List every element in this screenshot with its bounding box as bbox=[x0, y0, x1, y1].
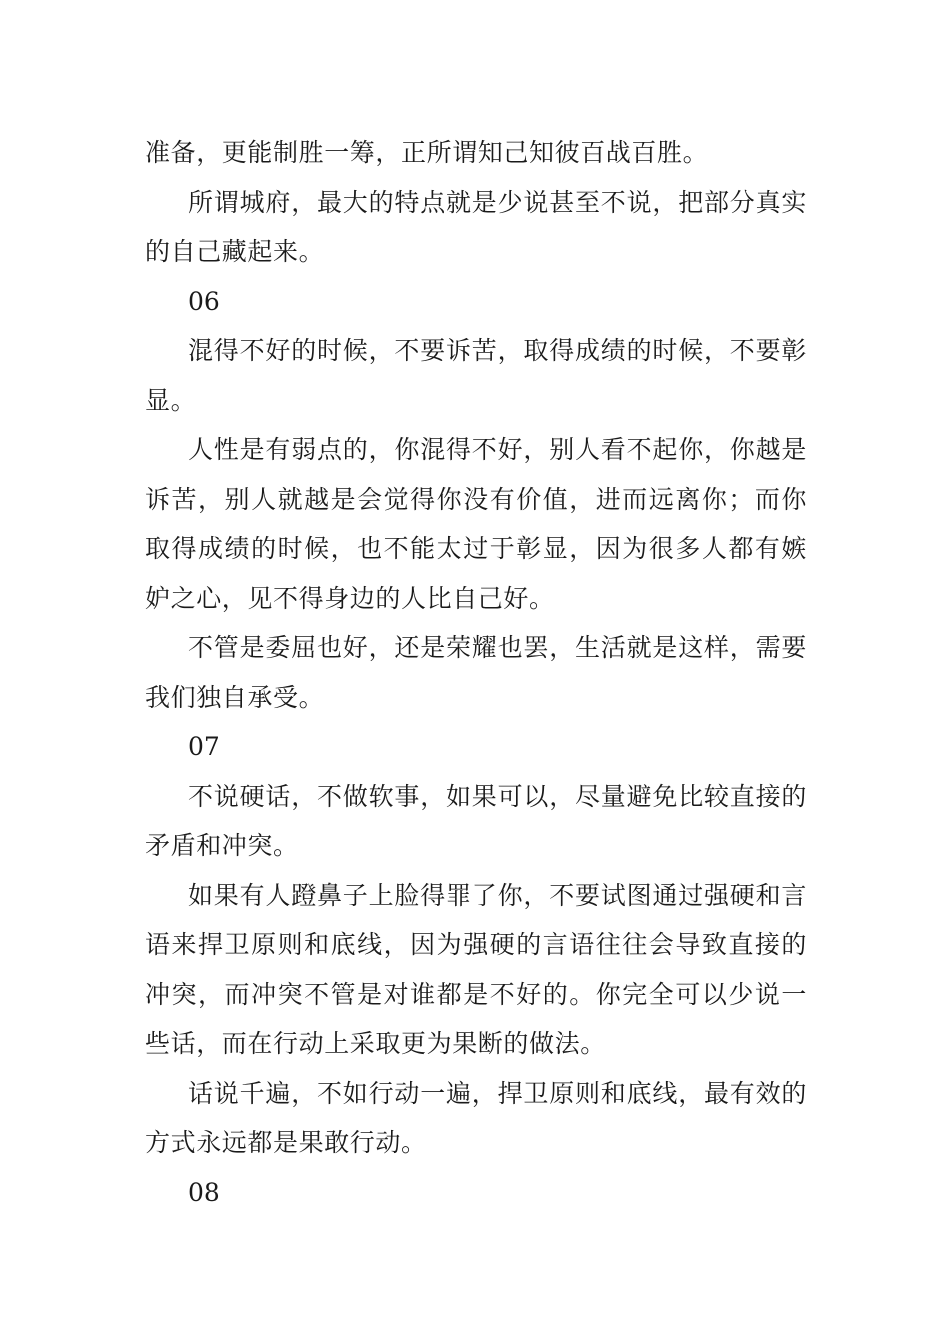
section-number: 08 bbox=[188, 1177, 220, 1207]
paragraph: 混得不好的时候，不要诉苦，取得成绩的时候，不要彰显。 bbox=[145, 336, 807, 415]
paragraph: 不说硬话，不做软事，如果可以，尽量避免比较直接的矛盾和冲突。 bbox=[145, 781, 807, 860]
section-number: 06 bbox=[188, 286, 220, 316]
section-number: 07 bbox=[188, 732, 220, 761]
paragraph: 所谓城府，最大的特点就是少说甚至不说，把部分真实的自己藏起来。 bbox=[145, 187, 807, 266]
paragraph: 不管是委屈也好，还是荣耀也罢，生活就是这样，需要我们独自承受。 bbox=[145, 633, 807, 712]
paragraph: 话说千遍，不如行动一遍，捍卫原则和底线，最有效的方式永远都是果敢行动。 bbox=[145, 1078, 807, 1157]
paragraph-continuation: 准备，更能制胜一筹，正所谓知己知彼百战百胜。 bbox=[145, 138, 709, 167]
paragraph: 如果有人蹬鼻子上脸得罪了你，不要试图通过强硬和言语来捍卫原则和底线，因为强硬的言语往往会导致直接的冲突，而冲突不管是对谁都是不好的。你完全可以少说一些话，而在行动上采取更为果断的做法。 bbox=[145, 880, 807, 1058]
paragraph: 人性是有弱点的，你混得不好，别人看不起你，你越是诉苦，别人就越是会觉得你没有价值，进而远离你；而你取得成绩的时候，也不能太过于彰显，因为很多人都有嫉妒之心，见不得身边的人比自己好。 bbox=[145, 435, 807, 613]
document-body bbox=[145, 128, 807, 1217]
